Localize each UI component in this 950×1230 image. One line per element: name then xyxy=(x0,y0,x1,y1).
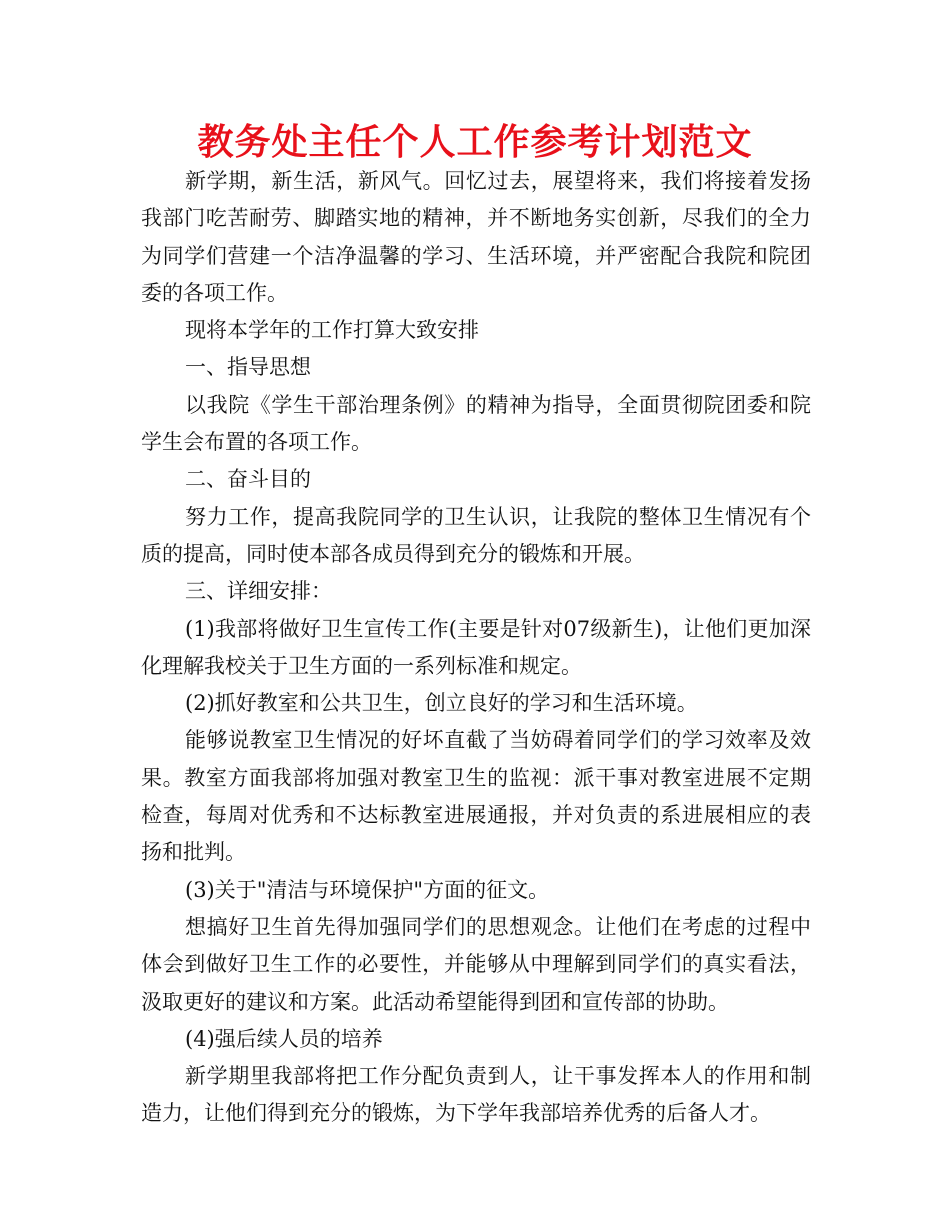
paragraph-item-4-detail: 新学期里我部将把工作分配负责到人，让干事发挥本人的作用和制造力，让他们得到充分的锻炼，为下学年我部培养优秀的后备人才。 xyxy=(141,1064,811,1126)
heading-goal: 二、奋斗目的 xyxy=(185,467,311,492)
paragraph-item-3: (3)关于"清洁与环境保护"方面的征文。 xyxy=(185,877,550,902)
document-title: 教务处主任个人工作参考计划范文 xyxy=(197,122,753,163)
heading-arrangement: 三、详细安排： xyxy=(185,579,332,604)
paragraph-intro: 新学期，新生活，新风气。回忆过去，展望将来，我们将接着发扬我部门吃苦耐劳、脚踏实地的精神，并不断地务实创新，尽我们的全力为同学们营建一个洁净温馨的学习、生活环境，并严密配合我院和院团委的各项工作。 xyxy=(141,169,811,305)
paragraph-item-2-detail: 能够说教室卫生情况的好坏直截了当妨碍着同学们的学习效率及效果。教室方面我部将加强对教室卫生的监视：派干事对教室进展不定期检查，每周对优秀和不达标教室进展通报，并对负责的系进展相应的表扬和批判。 xyxy=(141,728,811,865)
paragraph-item-2: (2)抓好教室和公共卫生，创立良好的学习和生活环境。 xyxy=(185,691,698,716)
paragraph-item-3-detail: 想搞好卫生首先得加强同学们的思想观念。让他们在考虑的过程中体会到做好卫生工作的必要性，并能够从中理解到同学们的真实看法，汲取更好的建议和方案。此活动希望能得到团和宣传部的协助。 xyxy=(141,914,811,1014)
paragraph-item-4: (4)强后续人员的培养 xyxy=(185,1026,383,1051)
paragraph-guiding-thought: 以我院《学生干部治理条例》的精神为指导，全面贯彻院团委和院学生会布置的各项工作。 xyxy=(141,392,811,455)
heading-guiding-thought: 一、指导思想 xyxy=(185,355,311,380)
document-body xyxy=(141,163,811,1133)
paragraph-goal: 努力工作，提高我院同学的卫生认识，让我院的整体卫生情况有个质的提高，同时使本部各成员得到充分的锻炼和开展。 xyxy=(141,504,811,566)
paragraph-item-1: (1)我部将做好卫生宣传工作(主要是针对07级新生)，让他们更加深化理解我校关于卫生方面的一系列标准和规定。 xyxy=(141,616,811,678)
paragraph-plan-lead: 现将本学年的工作打算大致安排 xyxy=(185,318,479,343)
